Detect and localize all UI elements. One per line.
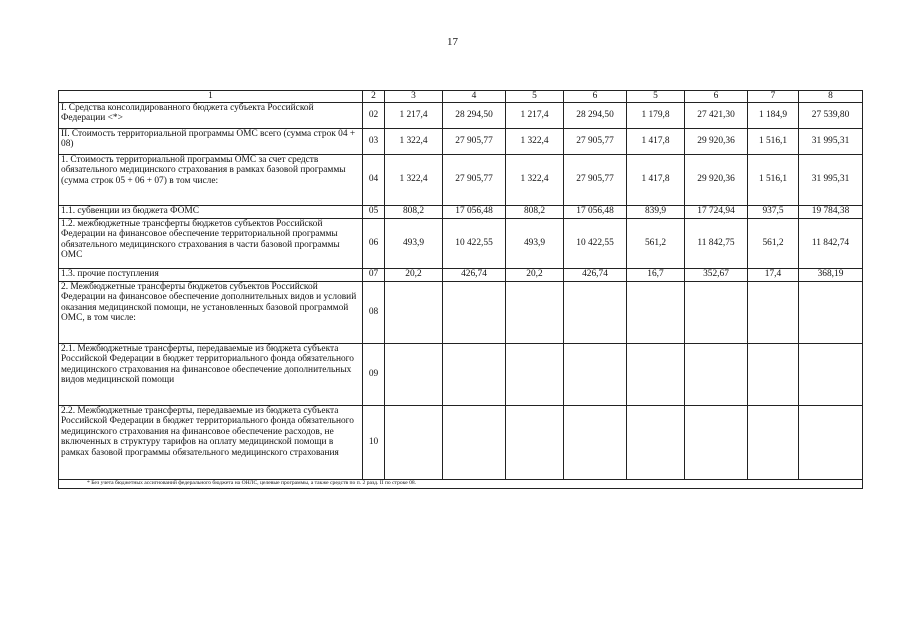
table-cell: 493,9 (385, 218, 443, 268)
table-cell: 28 294,50 (564, 102, 627, 128)
row-label: 1.1. субвенции из бюджета ФОМС (59, 205, 363, 218)
table-cell: 493,9 (506, 218, 564, 268)
table-cell (443, 405, 506, 479)
table-row (59, 343, 863, 405)
table-cell (799, 405, 863, 479)
table-cell: 28 294,50 (443, 102, 506, 128)
table-cell (799, 281, 863, 343)
table-cell (627, 343, 685, 405)
table-cell: 17 724,94 (685, 205, 748, 218)
column-header: 2 (363, 91, 385, 103)
table-cell: 1 516,1 (748, 154, 799, 205)
table-cell: 352,67 (685, 268, 748, 281)
table-cell: 17 056,48 (564, 205, 627, 218)
row-label: 2.1. Межбюджетные трансферты, передаваемые из бюджета субъекта Российской Федерации в бюджет территориального фонда обязательного медицинского страхования на финансовое обеспечение дополнительных видов медицинской помощи (59, 343, 363, 405)
table-cell: 368,19 (799, 268, 863, 281)
row-label: II. Стоимость территориальной программы ОМС всего (сумма строк 04 + 08) (59, 128, 363, 154)
column-header: 6 (564, 91, 627, 103)
row-code: 09 (363, 343, 385, 405)
column-header: 1 (59, 91, 363, 103)
table-cell: 808,2 (506, 205, 564, 218)
table-row (59, 154, 863, 205)
table-cell: 27 421,30 (685, 102, 748, 128)
table-cell (443, 281, 506, 343)
row-label: 1.3. прочие поступления (59, 268, 363, 281)
table-cell: 20,2 (506, 268, 564, 281)
table-cell (564, 343, 627, 405)
table-cell: 27 905,77 (564, 128, 627, 154)
row-code: 08 (363, 281, 385, 343)
table-cell (506, 281, 564, 343)
table-cell: 937,5 (748, 205, 799, 218)
table-cell: 1 322,4 (385, 154, 443, 205)
row-code: 03 (363, 128, 385, 154)
table-cell: 10 422,55 (443, 218, 506, 268)
column-header: 8 (799, 91, 863, 103)
table-row (59, 102, 863, 128)
table-cell (385, 405, 443, 479)
table-cell: 17 056,48 (443, 205, 506, 218)
table-cell: 29 920,36 (685, 154, 748, 205)
footnote-row (59, 479, 863, 488)
table-cell (385, 343, 443, 405)
footnote: * Без учета бюджетных ассигнований федерального бюджета на ОНЛС, целевые программы, а также средств по п. 2 разд. II по строке 08. (59, 479, 863, 488)
table-cell: 1 322,4 (385, 128, 443, 154)
table-cell: 561,2 (627, 218, 685, 268)
row-label: 2. Межбюджетные трансферты бюджетов субъектов Российской Федерации на финансовое обеспечение дополнительных видов и условий оказания медицинской помощи, не установленных базовой программой ОМС, в том числе: (59, 281, 363, 343)
column-header: 3 (385, 91, 443, 103)
page-number: 17 (447, 36, 458, 48)
table-cell (443, 343, 506, 405)
table-cell: 839,9 (627, 205, 685, 218)
table-cell (748, 281, 799, 343)
table-cell (627, 405, 685, 479)
table-cell: 31 995,31 (799, 154, 863, 205)
table-cell: 29 920,36 (685, 128, 748, 154)
column-header: 6 (685, 91, 748, 103)
table-cell: 11 842,75 (685, 218, 748, 268)
table-cell: 27 539,80 (799, 102, 863, 128)
header-row (59, 91, 863, 103)
table-cell: 11 842,74 (799, 218, 863, 268)
table-cell: 27 905,77 (443, 154, 506, 205)
table-cell: 426,74 (564, 268, 627, 281)
table-row (59, 128, 863, 154)
table-cell: 1 516,1 (748, 128, 799, 154)
table-cell: 20,2 (385, 268, 443, 281)
table-row (59, 205, 863, 218)
row-code: 04 (363, 154, 385, 205)
row-code: 06 (363, 218, 385, 268)
table-cell (564, 405, 627, 479)
table-cell: 1 322,4 (506, 128, 564, 154)
financing-table (58, 90, 863, 489)
table-cell (506, 343, 564, 405)
table-cell: 27 905,77 (564, 154, 627, 205)
table-cell: 19 784,38 (799, 205, 863, 218)
table-cell: 426,74 (443, 268, 506, 281)
column-header: 5 (506, 91, 564, 103)
row-code: 05 (363, 205, 385, 218)
table-cell: 10 422,55 (564, 218, 627, 268)
table-cell: 1 217,4 (385, 102, 443, 128)
column-header: 5 (627, 91, 685, 103)
table-cell: 17,4 (748, 268, 799, 281)
table-cell (506, 405, 564, 479)
table-cell (685, 281, 748, 343)
table-cell (385, 281, 443, 343)
table-cell (799, 343, 863, 405)
row-label: 1. Стоимость территориальной программы ОМС за счет средств обязательного медицинского страхования в рамках базовой программы (сумма строк 05 + 06 + 07) в том числе: (59, 154, 363, 205)
table-cell (685, 343, 748, 405)
table-cell: 1 417,8 (627, 128, 685, 154)
table-cell (748, 343, 799, 405)
table-cell: 16,7 (627, 268, 685, 281)
row-code: 07 (363, 268, 385, 281)
table-row (59, 281, 863, 343)
table-cell (685, 405, 748, 479)
row-code: 10 (363, 405, 385, 479)
table-cell: 31 995,31 (799, 128, 863, 154)
table-cell: 1 179,8 (627, 102, 685, 128)
table-cell (748, 405, 799, 479)
column-header: 4 (443, 91, 506, 103)
table-cell: 561,2 (748, 218, 799, 268)
table-row (59, 218, 863, 268)
table-row (59, 405, 863, 479)
table-cell (627, 281, 685, 343)
table-cell: 27 905,77 (443, 128, 506, 154)
row-label: 1.2. межбюджетные трансферты бюджетов субъектов Российской Федерации на финансовое обеспечение территориальной программы обязательного медицинского страхования в части базовой программы ОМС (59, 218, 363, 268)
table-cell: 808,2 (385, 205, 443, 218)
column-header: 7 (748, 91, 799, 103)
table-cell: 1 322,4 (506, 154, 564, 205)
row-label: 2.2. Межбюджетные трансферты, передаваемые из бюджета субъекта Российской Федерации в бюджет территориального фонда обязательного медицинского страхования на финансовое обеспечение расходов, не включенных в структуру тарифов на оплату медицинской помощи в рамках базовой программы обязательного медицинского страхования (59, 405, 363, 479)
table-cell: 1 184,9 (748, 102, 799, 128)
table-cell (564, 281, 627, 343)
row-label: I. Средства консолидированного бюджета субъекта Российской Федерации <*> (59, 102, 363, 128)
table-row (59, 268, 863, 281)
table-cell: 1 417,8 (627, 154, 685, 205)
row-code: 02 (363, 102, 385, 128)
table-cell: 1 217,4 (506, 102, 564, 128)
